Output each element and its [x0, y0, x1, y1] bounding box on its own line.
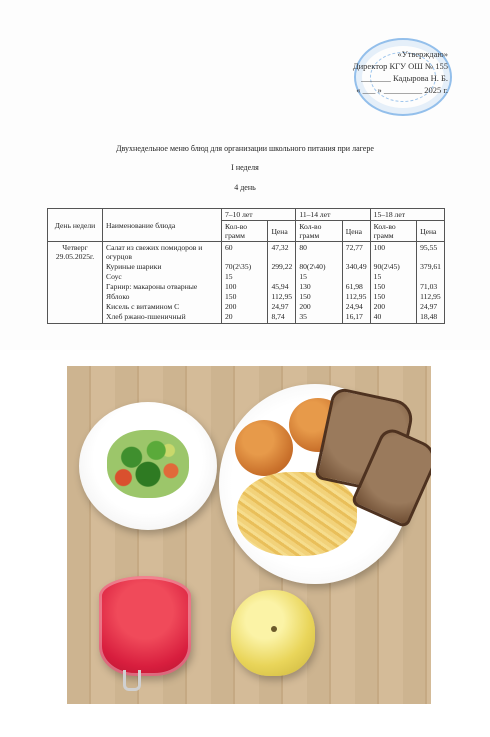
header-price: Цена [342, 221, 370, 242]
header-day: День недели [48, 209, 103, 242]
price-value: 95,55 [420, 243, 438, 252]
header-group: 11–14 лет [296, 209, 370, 221]
dish-name: Кисель с витамином С [106, 302, 180, 311]
header-dish: Наименование блюда [103, 209, 222, 242]
dish-name: Хлеб ржано-пшеничный [106, 312, 186, 321]
qty-value: 200 [373, 302, 386, 311]
document-title: Двухнедельное меню блюд для организации школьного питания при лагере [116, 144, 374, 153]
header-price: Цена [268, 221, 296, 242]
price-value: 340,49 [345, 262, 367, 271]
qty-value: 80 [299, 243, 307, 252]
day-cell: Четверг 29.05.2025г. [48, 242, 103, 324]
qty-value: 150 [373, 282, 386, 291]
approval-line: « ___ » _________ 2025 г. [356, 85, 448, 95]
price-value: 18,48 [420, 312, 438, 321]
salad [107, 430, 189, 498]
header-group: 15–18 лет [370, 209, 444, 221]
qty-value: 40 [373, 312, 382, 321]
dish-name: Соус [106, 272, 122, 281]
price-value: 112,95 [345, 292, 367, 301]
qty-value: 150 [225, 292, 237, 301]
price-value: 72,77 [345, 243, 363, 252]
price-value: 45,94 [271, 282, 289, 291]
qty-7-10 [222, 242, 268, 324]
meal-photo [67, 366, 431, 704]
dish-name: Куриные шарики [106, 262, 162, 271]
price-value: 61,98 [345, 282, 363, 291]
header-qty: Кол-во грамм [296, 221, 342, 242]
meatball [235, 420, 293, 476]
approval-line: «Утверждаю» [397, 49, 448, 59]
header-qty: Кол-во грамм [222, 221, 268, 242]
price-value: 24,97 [420, 302, 438, 311]
approval-line: Директор КГУ ОШ № 155 [352, 61, 448, 71]
salad-bowl [79, 402, 217, 530]
approval-block [308, 48, 448, 96]
qty-value: 100 [225, 282, 237, 291]
price-value: 379,61 [420, 262, 441, 271]
price-value: 8,74 [271, 312, 285, 321]
table-row [48, 242, 445, 324]
dish-list [103, 242, 222, 324]
price-value: 24,94 [345, 302, 363, 311]
qty-value: 20 [225, 312, 233, 321]
day-label: 4 день [234, 183, 256, 192]
approval-line: _______ Кадырова Н. Б. [361, 73, 448, 83]
dish-name: Салат из свежих помидоров и огурцов [106, 243, 203, 261]
qty-value: 15 [225, 272, 233, 281]
header-qty: Кол-во грамм [370, 221, 416, 242]
qty-value: 60 [225, 243, 233, 252]
menu-document [0, 0, 490, 350]
qty-value: 150 [373, 292, 386, 301]
menu-table [47, 208, 445, 324]
kissel-glass [99, 576, 191, 676]
qty-value: 130 [299, 282, 311, 291]
price-value [420, 272, 441, 282]
price-15-18 [417, 242, 445, 324]
qty-15-18 [370, 242, 416, 324]
qty-value: 15 [299, 272, 307, 281]
price-value [346, 272, 367, 282]
qty-value: 200 [299, 302, 311, 311]
price-value: 112,95 [271, 292, 293, 301]
glass-handle [123, 670, 141, 691]
price-value: 16,17 [345, 312, 363, 321]
price-value: 299,22 [271, 262, 293, 271]
price-value: 47,32 [271, 243, 289, 252]
apple [231, 590, 315, 676]
price-7-10 [268, 242, 296, 324]
pasta [237, 472, 357, 556]
main-plate [219, 384, 411, 584]
header-price: Цена [417, 221, 445, 242]
price-value [271, 272, 292, 282]
qty-value: 70(2\35) [225, 262, 252, 271]
price-value: 112,95 [420, 292, 441, 301]
qty-value: 100 [373, 243, 386, 252]
qty-value: 90(2\45) [373, 262, 400, 271]
price-value: 71,03 [420, 282, 438, 291]
dish-name: Гарнир: макароны отварные [106, 282, 198, 291]
price-value: 24,97 [271, 302, 289, 311]
qty-value: 80(2\40) [299, 262, 326, 271]
qty-value: 200 [225, 302, 237, 311]
qty-value: 35 [299, 312, 307, 321]
qty-value: 15 [373, 272, 382, 281]
qty-value: 150 [299, 292, 311, 301]
week-label: I неделя [231, 163, 259, 172]
dish-name: Яблоко [106, 292, 130, 301]
qty-11-14 [296, 242, 342, 324]
price-11-14 [342, 242, 370, 324]
header-group: 7–10 лет [222, 209, 296, 221]
